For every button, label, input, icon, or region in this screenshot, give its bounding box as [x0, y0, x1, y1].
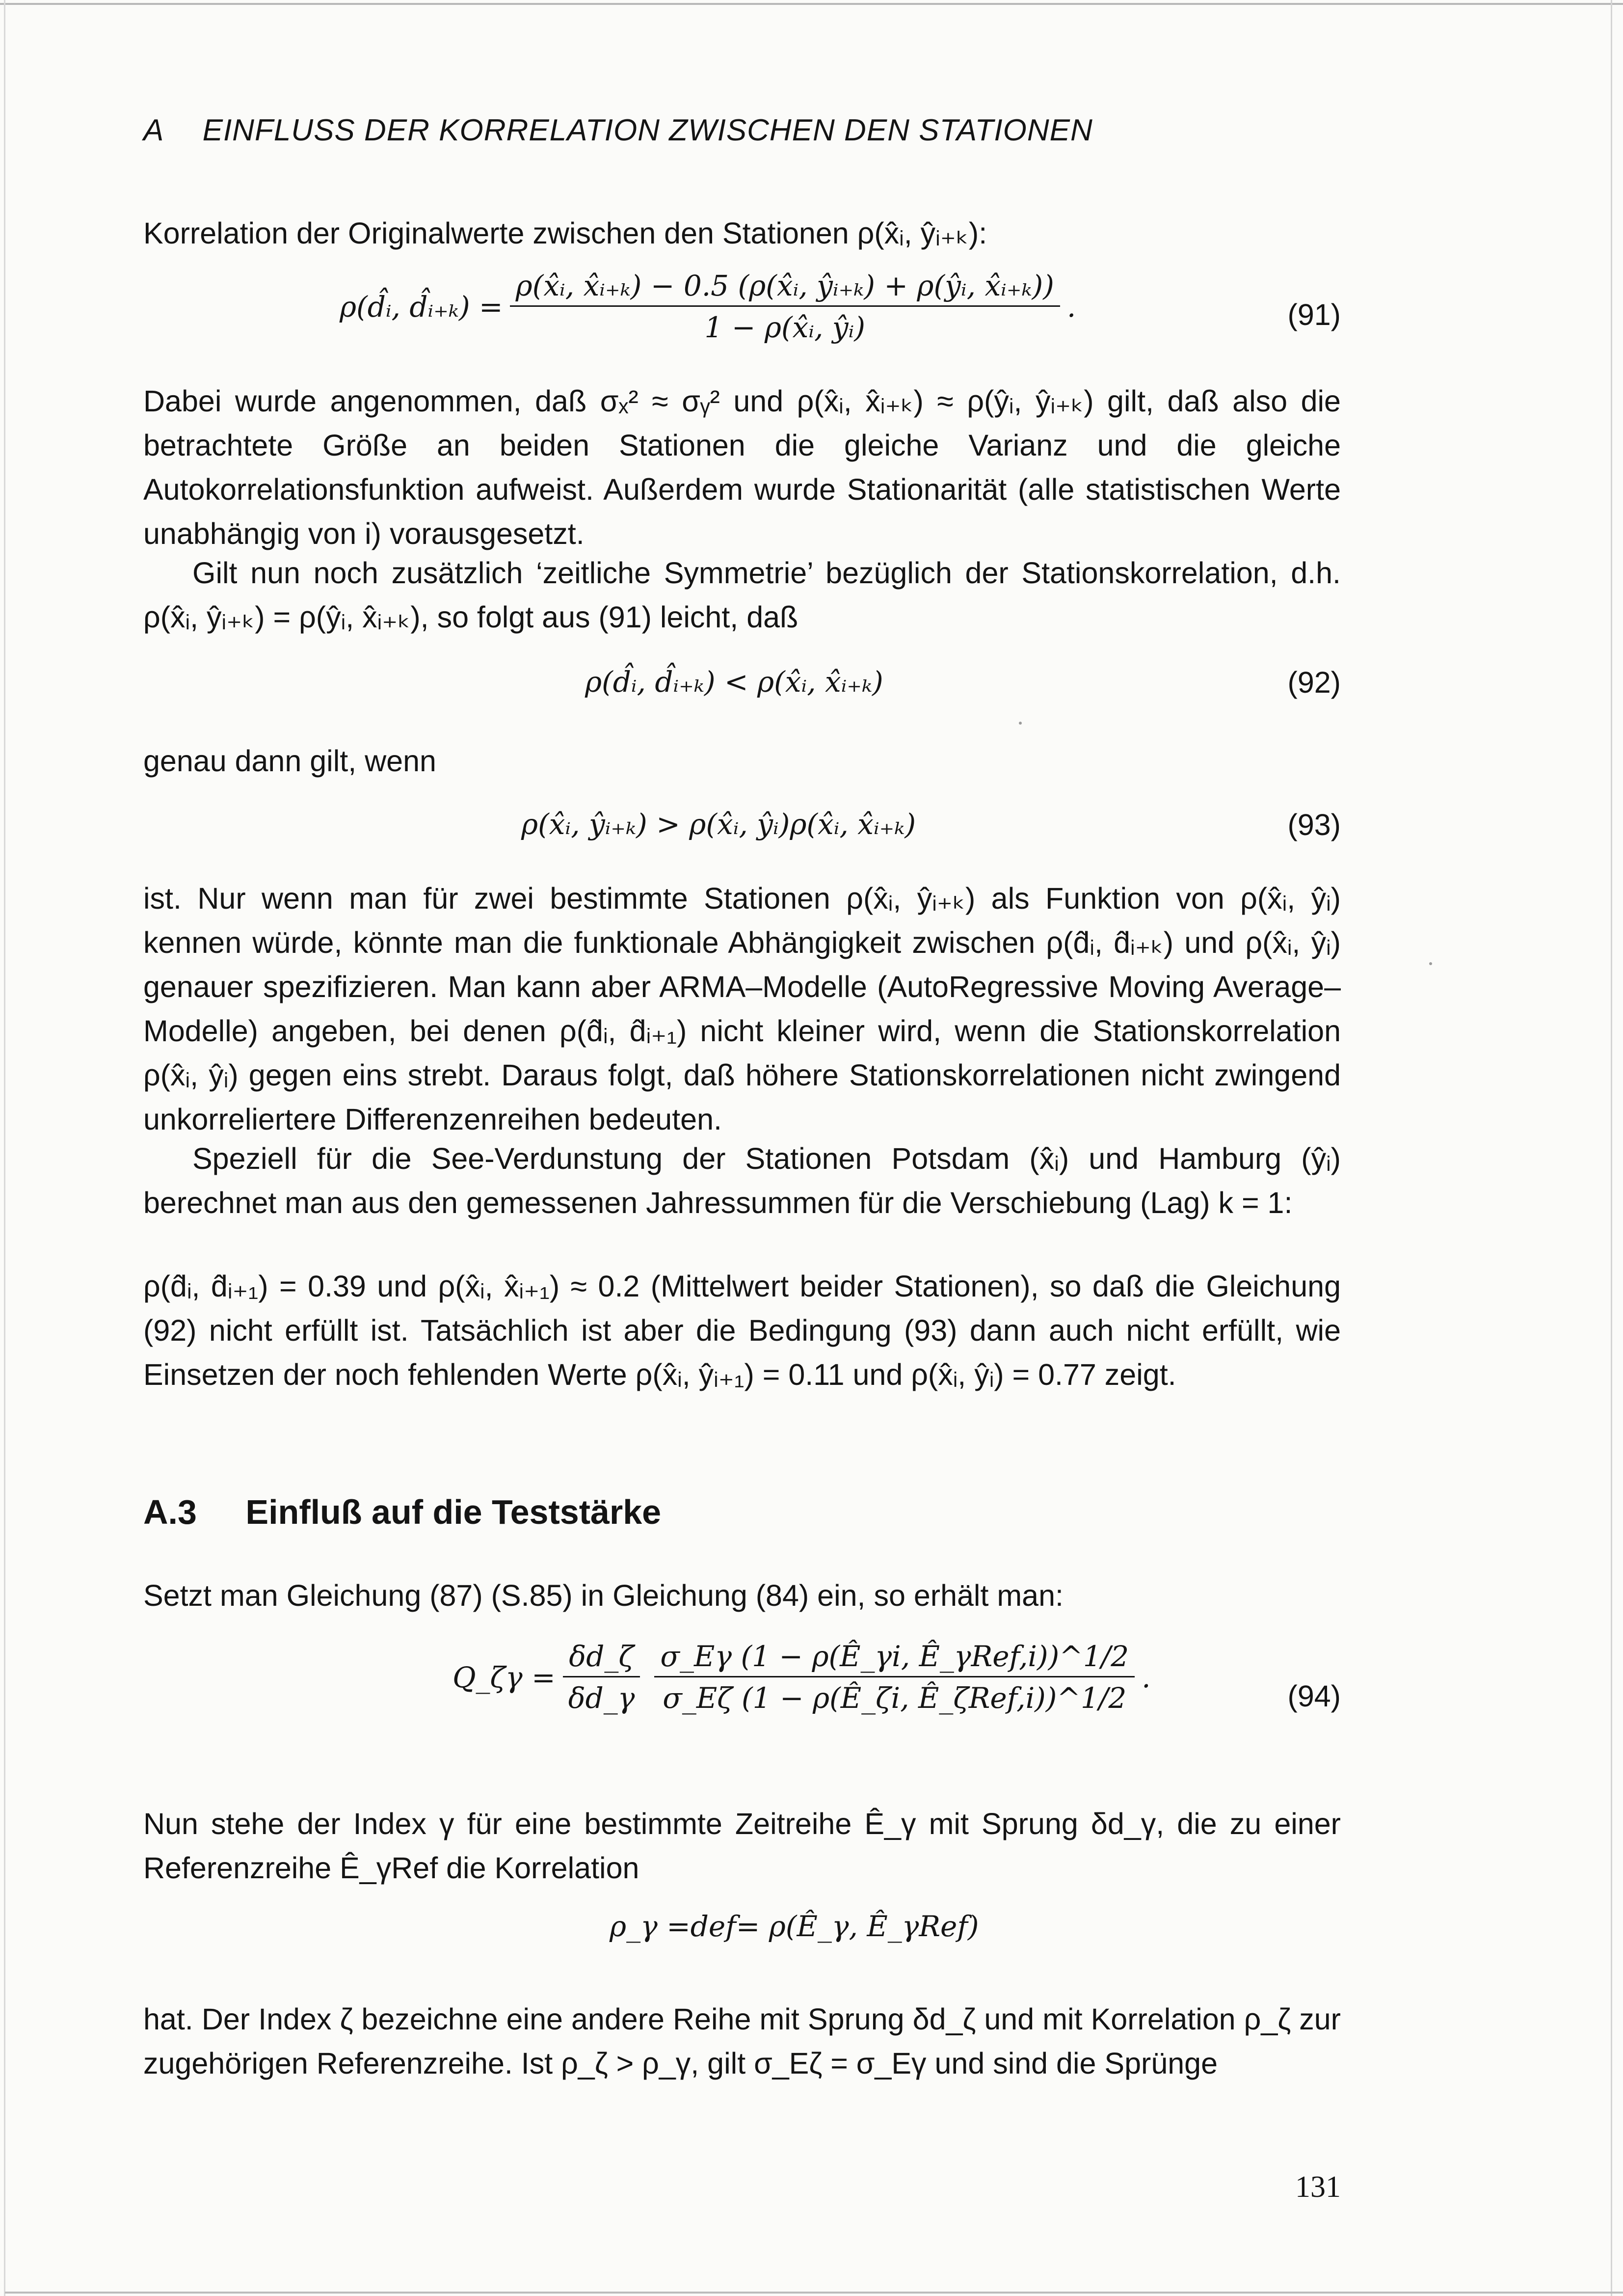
- running-header-number: A: [143, 113, 164, 147]
- paragraph-10: hat. Der Index ζ bezeichne eine andere Reihe mit Sprung δd_ζ und mit Korrelation ρ_ζ zur zugehörigen Referenzreihe. Ist ρ_ζ > ρ_γ, gilt σ_Eζ = σ_Eγ und sind die Sprünge: [143, 2002, 1341, 2080]
- paragraph-5: ist. Nur wenn man für zwei bestimmte Stationen ρ(x̂ᵢ, ŷᵢ₊ₖ) als Funktion von ρ(x̂ᵢ, ŷᵢ) kennen würde, könnte man die funktionale Abhängigkeit zwischen ρ(d̂ᵢ, d̂ᵢ₊ₖ) und ρ(x̂ᵢ, ŷᵢ) genauer spezifizieren. Man kann aber ARMA–Modelle (AutoRegressive Moving Average–Modelle) angeben, bei denen ρ(d̂ᵢ, d̂ᵢ₊₁) nicht kleiner wird, wenn die Stationskorrelation ρ(x̂ᵢ, ŷᵢ) gegen eins strebt. Daraus folgt, daß höhere Stationskorrelationen nicht zwingend unkorreliertere Differenzenreihen bedeuten.: [143, 882, 1341, 1136]
- paragraph-7: ρ(d̂ᵢ, d̂ᵢ₊₁) = 0.39 und ρ(x̂ᵢ, x̂ᵢ₊₁) ≈ 0.2 (Mittelwert beider Stationen), so daß die Gleichung (92) nicht erfüllt ist. Tatsächlich ist aber die Bedingung (93) dann auch nicht erfüllt, wie Einsetzen der noch fehlenden Werte ρ(x̂ᵢ, ŷᵢ₊₁) = 0.11 und ρ(x̂ᵢ, ŷᵢ) = 0.77 zeigt.: [143, 1270, 1341, 1391]
- paragraph-1: Korrelation der Originalwerte zwischen den Stationen ρ(x̂ᵢ, ŷᵢ₊ₖ):: [143, 216, 987, 250]
- eq94-frac1-denominator: δd_γ: [568, 1681, 635, 1715]
- section-title: Einfluß auf die Teststärke: [245, 1493, 662, 1531]
- paragraph-9: Nun stehe der Index γ für eine bestimmte Zeitreihe Ê_γ mit Sprung δd_γ, die zu einer Referenzreihe Ê_γRef die Korrelation: [143, 1807, 1341, 1885]
- section-number: A.3: [143, 1493, 197, 1531]
- eq94-lhs: Q_ζγ =: [452, 1660, 556, 1694]
- eq94-tail: .: [1142, 1660, 1151, 1694]
- running-header: [143, 113, 1093, 148]
- eq94-fraction-1: [562, 1640, 641, 1715]
- equation-94: [143, 1640, 1341, 1757]
- paragraph-3: Gilt nun noch zusätzlich ‘zeitliche Symmetrie’ bezüglich der Stationskorrelation, d.h. ρ(x̂ᵢ, ŷᵢ₊ₖ) = ρ(ŷᵢ, x̂ᵢ₊ₖ), so folgt aus (91) leicht, daß: [143, 556, 1341, 634]
- scan-right-edge: [1611, 0, 1612, 2296]
- page: [143, 0, 1341, 2296]
- paragraph-6: Speziell für die See-Verdunstung der Stationen Potsdam (x̂ᵢ) und Hamburg (ŷᵢ) berechnet man aus den gemessenen Jahressummen für die Verschiebung (Lag) k = 1:: [143, 1142, 1341, 1219]
- equation-93: [143, 808, 1341, 852]
- eq92-expression: ρ(d̂ᵢ, d̂ᵢ₊ₖ) < ρ(x̂ᵢ, x̂ᵢ₊ₖ): [585, 665, 883, 699]
- eq92-number: (92): [1287, 666, 1341, 699]
- eq-rho-definition-expression: ρ_γ =def= ρ(Ê_γ, Ê_γRef): [610, 1910, 979, 1943]
- scan-speck: [1429, 962, 1432, 965]
- paragraph-8: Setzt man Gleichung (87) (S.85) in Gleichung (84) ein, so erhält man:: [143, 1579, 1064, 1612]
- equation-92: [143, 665, 1341, 709]
- eq91-numerator: ρ(x̂ᵢ, x̂ᵢ₊ₖ) − 0.5 (ρ(x̂ᵢ, ŷᵢ₊ₖ) + ρ(ŷᵢ, x̂ᵢ₊ₖ)): [510, 269, 1060, 307]
- eq91-tail: .: [1066, 290, 1076, 324]
- page-number: 131: [1295, 2170, 1341, 2204]
- eq91-fraction: [510, 269, 1060, 344]
- equation-91: [143, 269, 1341, 367]
- paragraph-2: Dabei wurde angenommen, daß σₓ² ≈ σᵧ² und ρ(x̂ᵢ, x̂ᵢ₊ₖ) ≈ ρ(ŷᵢ, ŷᵢ₊ₖ) gilt, daß also die betrachtete Größe an beiden Stationen die gleiche Varianz und die gleiche Autokorrelationsfunktion aufweist. Außerdem wurde Stationarität (alle statistischen Werte unabhängig von i) vorausgesetzt.: [143, 384, 1341, 550]
- eq94-frac2-denominator: σ_Eζ (1 − ρ(Ê_ζi, Ê_ζRef,i))^1/2: [663, 1681, 1127, 1715]
- running-header-title: EINFLUSS DER KORRELATION ZWISCHEN DEN STATIONEN: [202, 113, 1093, 147]
- equation-rho-definition: [143, 1910, 1341, 1964]
- eq93-number: (93): [1287, 808, 1341, 841]
- eq94-frac2-numerator: σ_Eγ (1 − ρ(Ê_γi, Ê_γRef,i))^1/2: [654, 1640, 1135, 1677]
- eq94-fraction-2: [654, 1640, 1135, 1715]
- eq94-frac1-numerator: δd_ζ: [563, 1640, 639, 1677]
- eq91-denominator: 1 − ρ(x̂ᵢ, ŷᵢ): [704, 311, 865, 344]
- eq91-lhs: ρ(d̂ᵢ, d̂ᵢ₊ₖ) =: [340, 290, 503, 324]
- eq93-expression: ρ(x̂ᵢ, ŷᵢ₊ₖ) > ρ(x̂ᵢ, ŷᵢ)ρ(x̂ᵢ, x̂ᵢ₊ₖ): [521, 808, 916, 841]
- scan-left-edge: [4, 0, 5, 2296]
- eq94-number: (94): [1287, 1679, 1341, 1713]
- eq91-number: (91): [1287, 298, 1341, 331]
- section-heading: [143, 1492, 661, 1532]
- paragraph-4: genau dann gilt, wenn: [143, 744, 436, 778]
